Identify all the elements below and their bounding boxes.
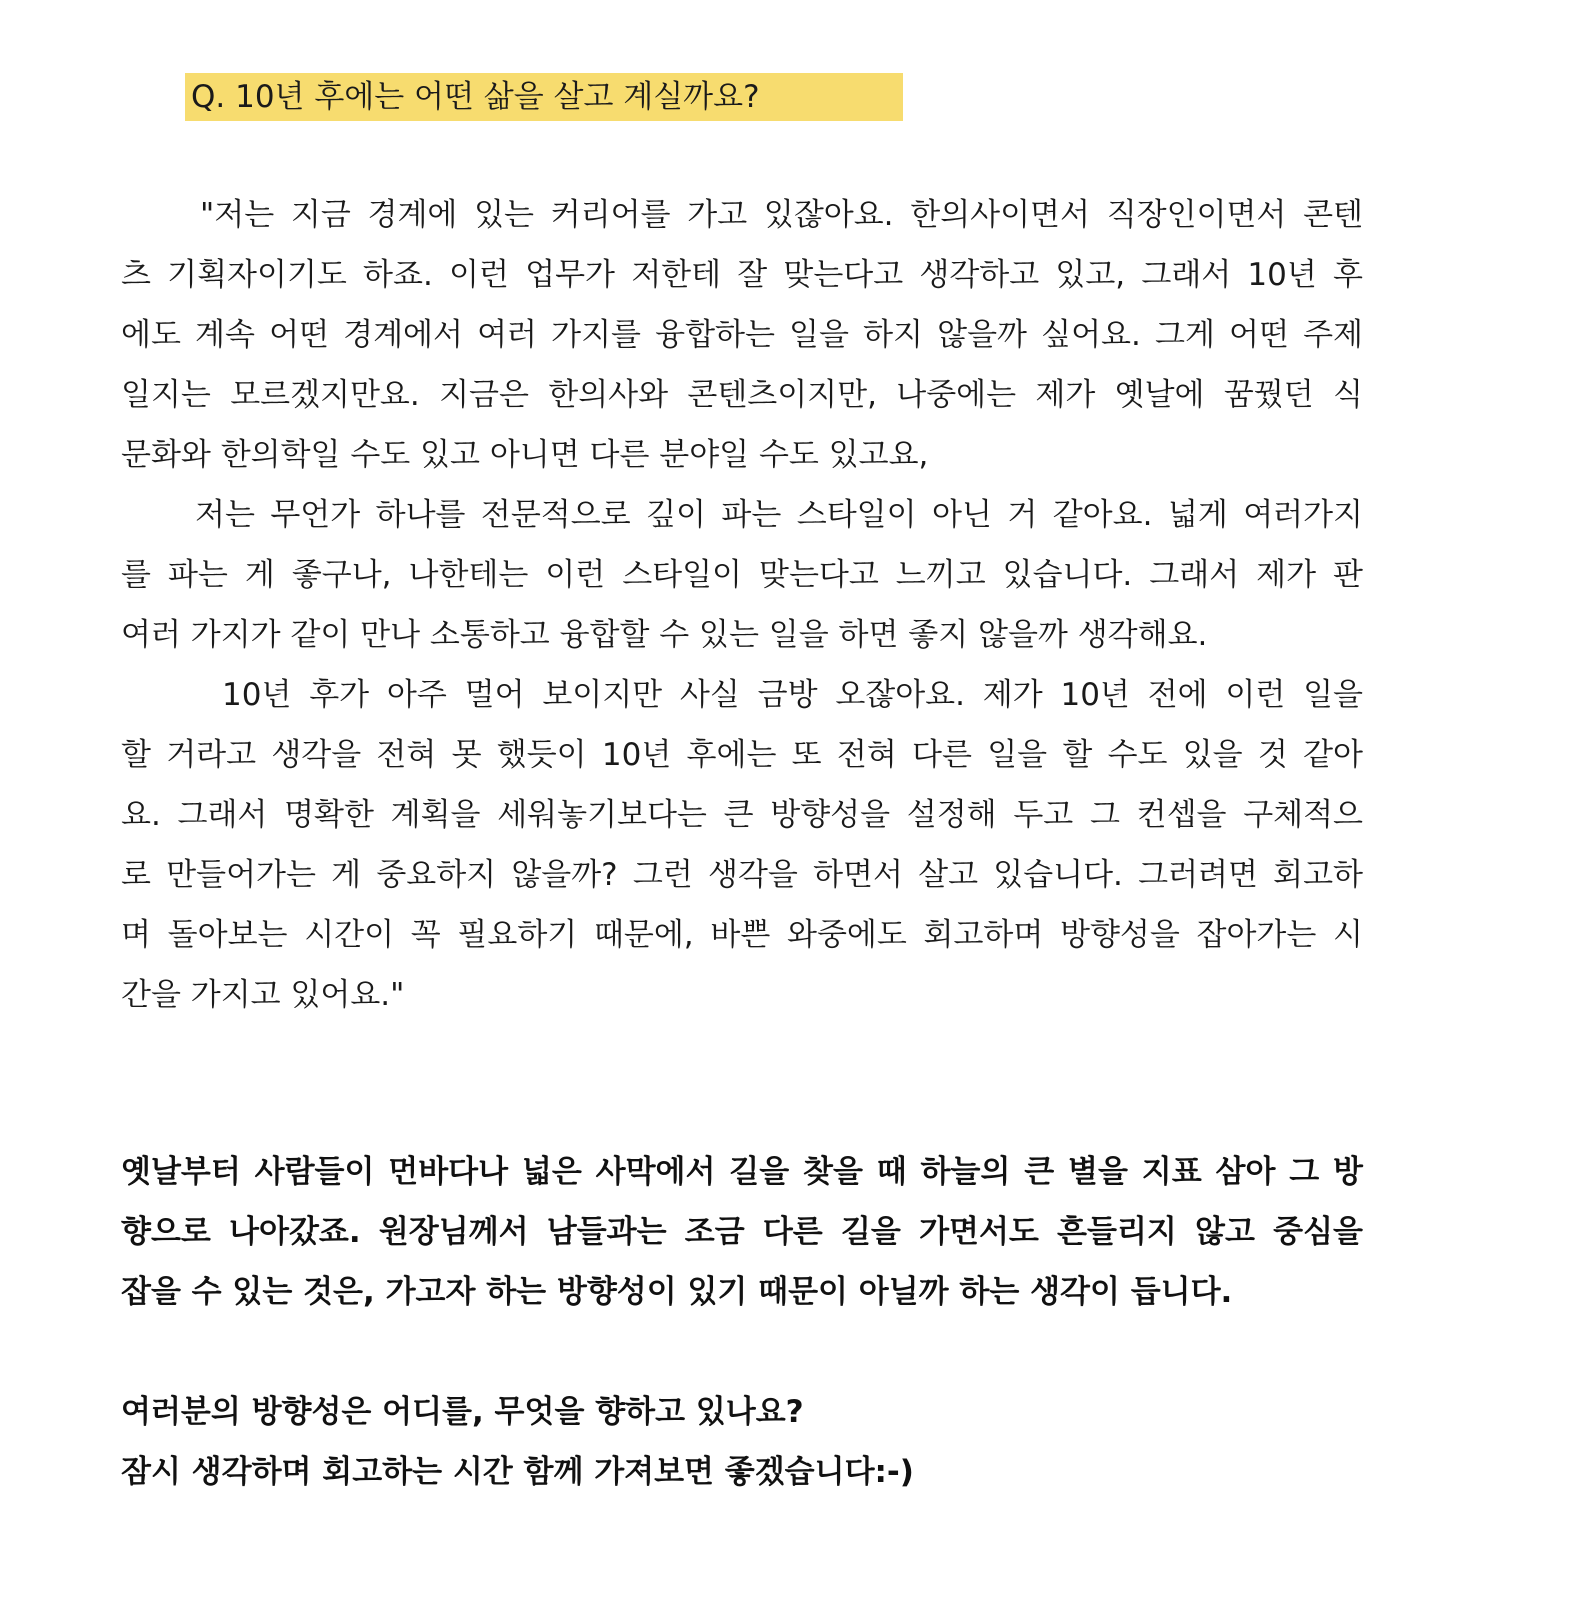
question-heading: Q. 10년 후에는 어떤 삶을 살고 계실까요? [185,73,903,121]
answer-line: "저는 지금 경계에 있는 커리어를 가고 있잖아요. 한의사이면서 직장인이면서 콘텐 [200,197,1363,233]
closing-line: 향으로 나아갔죠. 원장님께서 남들과는 조금 다른 길을 가면서도 흔들리지 않고 중심을 [121,1214,1363,1250]
answer-line: 츠 기획자이기도 하죠. 이런 업무가 저한테 잘 맞는다고 생각하고 있고, 그래서 10년 후 [121,257,1363,293]
answer-line: 저는 무언가 하나를 전문적으로 깊이 파는 스타일이 아닌 거 같아요. 넓게 여러가지 [195,497,1363,533]
answer-line: 일지는 모르겠지만요. 지금은 한의사와 콘텐츠이지만, 나중에는 제가 옛날에 꿈꿨던 식 [121,377,1363,413]
answer-line: 문화와 한의학일 수도 있고 아니면 다른 분야일 수도 있고요, [121,437,929,473]
answer-line: 요. 그래서 명확한 계획을 세워놓기보다는 큰 방향성을 설정해 두고 그 컨셉을 구체적으 [121,797,1363,833]
answer-line: 여러 가지가 같이 만나 소통하고 융합할 수 있는 일을 하면 좋지 않을까 생각해요. [121,617,1208,653]
answer-line: 를 파는 게 좋구나, 나한테는 이런 스타일이 맞는다고 느끼고 있습니다. 그래서 제가 판 [121,557,1363,593]
closing-line: 잡을 수 있는 것은, 가고자 하는 방향성이 있기 때문이 아닐까 하는 생각이 듭니다. [121,1274,1233,1310]
closing-invitation: 잠시 생각하며 회고하는 시간 함께 가져보면 좋겠습니다:-) [121,1454,914,1490]
answer-line: 10년 후가 아주 멀어 보이지만 사실 금방 오잖아요. 제가 10년 전에 이런 일을 [222,677,1363,713]
answer-line: 로 만들어가는 게 중요하지 않을까? 그런 생각을 하면서 살고 있습니다. 그러려면 회고하 [121,857,1363,893]
answer-line: 며 돌아보는 시간이 꼭 필요하기 때문에, 바쁜 와중에도 회고하며 방향성을 잡아가는 시 [121,917,1363,953]
closing-question: 여러분의 방향성은 어디를, 무엇을 향하고 있나요? [121,1394,804,1430]
answer-line: 할 거라고 생각을 전혀 못 했듯이 10년 후에는 또 전혀 다른 일을 할 수도 있을 것 같아 [121,737,1363,773]
answer-line: 에도 계속 어떤 경계에서 여러 가지를 융합하는 일을 하지 않을까 싶어요. 그게 어떤 주제 [121,317,1363,353]
closing-line: 옛날부터 사람들이 먼바다나 넓은 사막에서 길을 찾을 때 하늘의 큰 별을 지표 삼아 그 방 [121,1154,1363,1190]
answer-line: 간을 가지고 있어요." [121,977,405,1013]
